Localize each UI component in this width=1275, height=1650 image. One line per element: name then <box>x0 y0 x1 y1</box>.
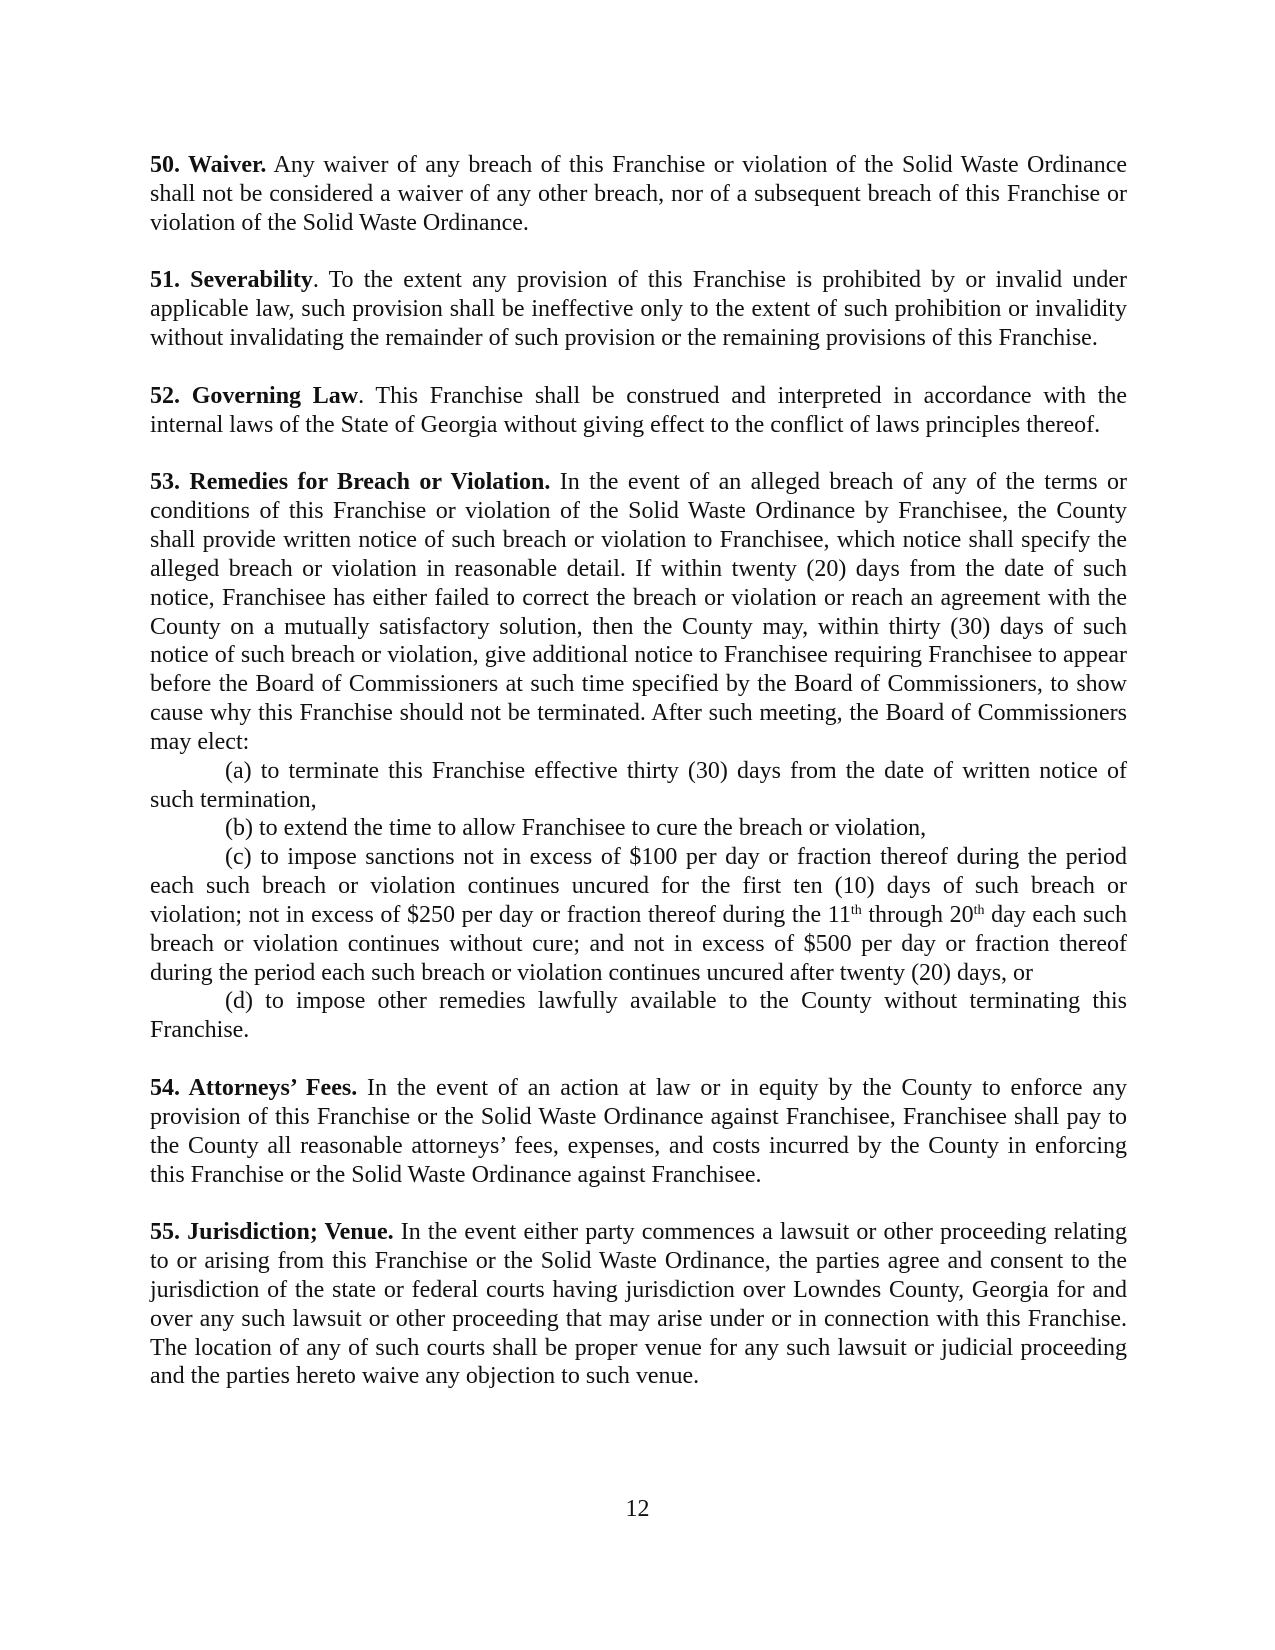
section-body: In the event of an alleged breach of any of the terms or conditions of this Franchise or violation of the Solid Waste Ordinance by Franchisee, the County shall provide written notice of such breach or violation to Franchisee, which notice shall specify the alleged breach or violation in reasonable detail. If within twenty (20) days from the date of such notice, Franchisee has either failed to correct the breach or violation or reach an agreement with the County on a mutually satisfactory solution, then the County may, within thirty (30) days of such notice of such breach or violation, give additional notice to Franchisee requiring Franchisee to appear before the Board of Commissioners at such time specified by the Board of Commissioners, to show cause why this Franchise should not be terminated. After such meeting, the Board of Commissioners may elect: <box>150 469 1128 755</box>
remedy-item-d: (d) to impose other remedies lawfully available to the County without terminating this Franchise. <box>150 988 1127 1044</box>
section-body: In the event either party commences a lawsuit or other proceeding relating to or arising from this Franchise or the Solid Waste Ordinance, the parties agree and consent to the jurisdiction of the state or federal courts having jurisdiction over Lowndes County, Georgia for and over any such lawsuit or other proceeding that may arise under or in connection with this Franchise. The location of any of such courts shall be proper venue for any such lawsuit or judicial proceeding and the parties hereto waive any objection to such venue. <box>150 1219 1128 1390</box>
ordinal-superscript: th <box>973 902 985 918</box>
section-body: Any waiver of any breach of this Franchise or violation of the Solid Waste Ordinance shall not be considered a waiver of any other breach, nor of a subsequent breach of this Franchise or violation of the Solid Waste Ordinance. <box>150 152 1127 236</box>
section-number: 51. <box>150 267 180 294</box>
remedy-item-c <box>150 843 1127 987</box>
section-52-governing-law <box>150 382 1127 440</box>
section-55-jurisdiction-venue <box>150 1218 1127 1391</box>
section-51-severability <box>150 266 1127 353</box>
section-heading <box>150 267 313 293</box>
section-heading <box>150 152 266 178</box>
document-page <box>150 151 1127 1391</box>
remedy-item-a: (a) to terminate this Franchise effective thirty (30) days from the date of written notice of such termination, <box>150 757 1127 813</box>
section-number: 54. <box>150 1075 180 1101</box>
section-number: 53. <box>150 469 180 496</box>
remedy-item-c-text: day each such breach or violation continues without cure; and not in excess of $500 per day or fraction thereof during the period each such breach or violation continues uncured after twenty (20) days, or <box>150 901 1127 986</box>
section-54-attorneys-fees <box>150 1074 1127 1189</box>
section-number: 52. <box>150 382 180 409</box>
section-body: . To the extent any provision of this Franchise is prohibited by or invalid under applicable law, such provision shall be ineffective only to the extent of such prohibition or invalidity without invalidating the remainder of such provision or the remaining provisions of this Franchise. <box>150 267 1127 352</box>
section-number: 55. <box>150 1219 180 1246</box>
section-title: Remedies for Breach or Violation. <box>189 469 551 496</box>
section-body: In the event of an action at law or in equity by the County to enforce any provision of this Franchise or the Solid Waste Ordinance against Franchisee, Franchisee shall pay to the County all reasonable attorneys’ fees, expenses, and costs incurred by the County in enforcing this Franchise or the Solid Waste Ordinance against Franchisee. <box>150 1075 1127 1188</box>
section-heading <box>150 1219 394 1245</box>
section-heading <box>150 469 550 495</box>
remedy-item-b: (b) to extend the time to allow Franchisee to cure the breach or violation, <box>225 815 927 842</box>
section-number: 50. <box>150 152 180 178</box>
section-title: Jurisdiction; Venue. <box>187 1219 394 1246</box>
page-number: 12 <box>625 1496 650 1522</box>
section-title: Attorneys’ Fees. <box>188 1075 358 1101</box>
remedy-item-c-text: through 20 <box>861 901 974 928</box>
section-body: . This Franchise shall be construed and interpreted in accordance with the internal laws of the State of Georgia without giving effect to the conflict of laws principles thereof. <box>150 382 1128 438</box>
section-title: Waiver. <box>187 152 267 178</box>
ordinal-superscript: th <box>850 902 862 918</box>
section-50-waiver <box>150 151 1127 238</box>
section-heading <box>150 383 358 409</box>
remedy-item-c-text: (c) to impose sanctions not in excess of $100 per day or fraction thereof during the period each such breach or violation continues uncured for the first ten (10) days of such breach or violation; not in excess of $250 per day or fraction thereof during the 11 <box>150 844 1127 928</box>
section-53-remedies <box>150 468 1127 756</box>
section-title: Severability <box>190 267 313 294</box>
section-heading <box>150 1075 357 1101</box>
section-title: Governing Law <box>191 382 359 409</box>
